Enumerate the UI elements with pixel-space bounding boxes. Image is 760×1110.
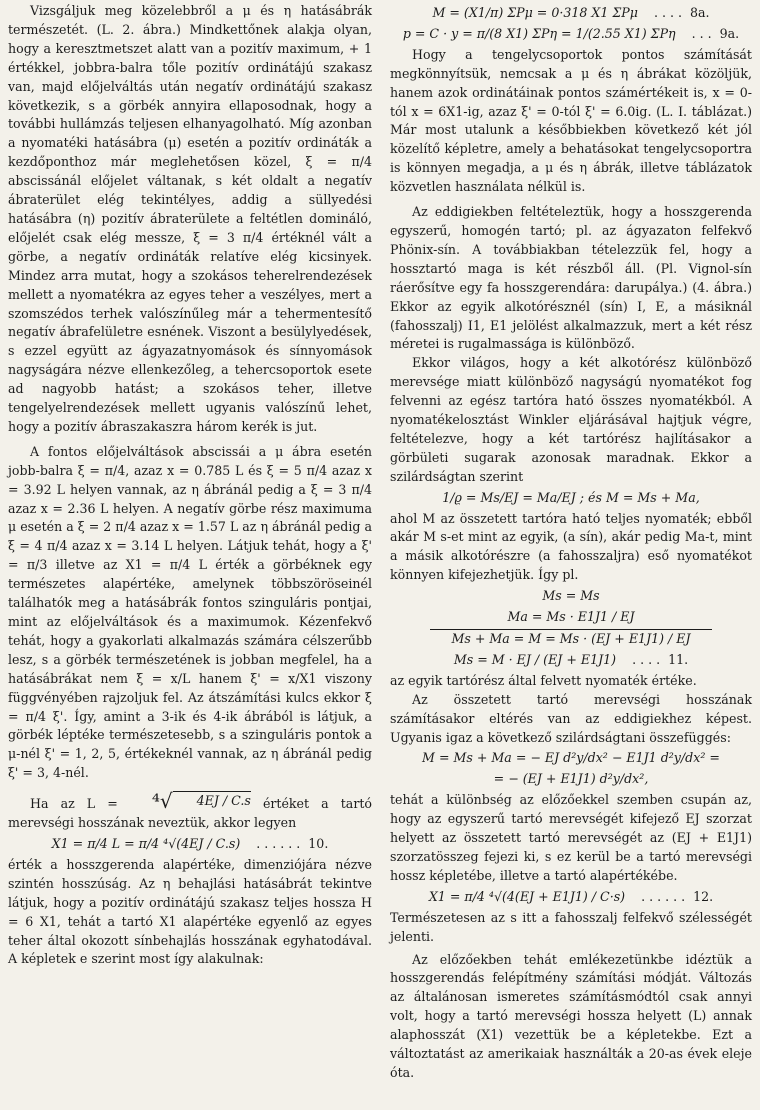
- equation-10: [8, 835, 372, 854]
- equation-8a: [390, 4, 752, 23]
- right-paragraph-6: Az összetett tartó merevségi hosszának számításakor eltérés van az eddigiekhez képest. Ugyanis igaz a következő szilárdságtani összefüggés:: [390, 691, 752, 745]
- equation-9a: [390, 25, 752, 44]
- equation-10-body: X1 = π/4 L = π/4 ⁴√(4EJ / C.s): [51, 835, 241, 851]
- equation-12-body: X1 = π/4 ⁴√(4(EJ + E1J1) / C·s): [428, 888, 626, 904]
- equation-m2-body: = − (EJ + E1J1) d²y/dx²,: [493, 771, 649, 787]
- merevsegi-hossz-rest: értéket a tartó merevségi hosszának neveztük, akkor legyen: [8, 796, 372, 831]
- equation-8a-number: .... 8a.: [653, 5, 710, 20]
- merevsegi-hossz-root: [130, 789, 251, 814]
- right-paragraph-9: Az előzőekben tehát emlékezetünkbe idéztük a hosszgerendás felépítmény számítási módját. Változás az általánosan ismeretes számításmódtól csak annyi volt, hogy a tartó merevségi hossza helyett (L) annak alaphosszát (X1) vezettük be a képletekbe. Ezt a változtatást az amerikaiak használták a 20-as évek eleje óta.: [390, 951, 752, 1080]
- right-paragraph-1: Hogy a tengelycsoportok pontos számítását megkönnyítsük, nemcsak a μ és η ábrákat közöljük, hanem azok ordinátáinak pontos számértékeit is, x = 0-tól x = 6X1-ig, azaz ξ' = 0-tól ξ' = 6.0ig. (L. I. táblázat.) Már most utalunk a későbbiekben következő két jól közelítő képletre, amely a behatásokat tengelycsoportra is könnyen megadja, a μ és η ábrák, illetve táblázatok közvetlen használata nélkül is.: [390, 46, 752, 195]
- equation-m2: [390, 770, 752, 789]
- equation-8a-body: M = (X1/π) ΣPμ = 0·318 X1 ΣPμ: [432, 5, 638, 20]
- equation-m1: [390, 749, 752, 768]
- left-paragraph-2: A fontos előjelváltások abscissái a μ ábra esetén jobb-balra ξ = π/4, azaz x = 0.785 L és ξ = 5 π/4 azaz x = 3.92 L helyen vannak, az η ábránál pedig a ξ = 3 π/4 azaz x = 2.36 L helyen. A negatív görbe rész maximuma μ esetén a ξ = 2 π/4 azaz x = 1.57 L az η ábránál pedig a ξ = 4 π/4 azaz x = 3.14 L helyen. Látjuk tehát, hogy a ξ' = π/3 illetve az X1 = π/4 L érték a görbéknek egy természetes alapértéke, amelynek többszöröseinél találhatók meg a hatásábrák fontos szinguláris pontjai, mint az előjelváltások és a maximumok. Kézenfekvő tehát, hogy a gyakorlati alkalmazás számára célszerűbb lesz, s a görbék természetének is jobban megfelel, ha a hatásábrákat nem ξ = x/L hanem ξ' = x/X1 viszony függvényében rajzoljuk fel. Az átszámítási kulcs ekkor ξ = π/4 ξ'. Így, amint a 3-ik és 4-ik ábrából is látjuk, a görbék léptéke természetesebb, s a szinguláris pontok a μ-nél ξ' = 1, 2, 5, értékeknél vannak, az η ábránál pedig ξ' = 3, 4-nél.: [8, 443, 372, 781]
- left-paragraph-3: [8, 791, 372, 833]
- equation-curvature: [390, 489, 752, 508]
- equation-12: [390, 888, 752, 907]
- right-paragraph-7: tehát a különbség az előzőekkel szemben csupán az, hogy az egyszerű tartó merevségét kifejező EJ szorzat helyett az összetett tartó merevségét az (EJ + E1J1) szorzatösszeg fejezi ki, s ez kerül be a tartó merevségi hossz képletébe, illetve a tartó alapértékébe.: [390, 792, 752, 883]
- merevsegi-hossz-intro: Ha az L =: [30, 796, 118, 812]
- fourth-root-icon: ⁴√: [151, 789, 173, 814]
- right-paragraph-4: ahol M az összetett tartóra ható teljes nyomaték; ebből akár M s-et mint az egyik, (a sín), akár pedig Ma-t, mint a másik alkotórészre (a fahosszaljra) eső nyomatékot könnyen kifejezhetjük. Így pl.: [390, 510, 752, 583]
- equation-10-number: ...... 10.: [256, 835, 329, 851]
- equation-9a-body: p = C · y = π/(8 X1) ΣPη = 1/(2.55 X1) ΣPη: [402, 25, 676, 41]
- equation-ms: [390, 587, 752, 606]
- equation-12-number: ...... 12.: [641, 888, 714, 904]
- equation-sum: [430, 629, 712, 649]
- equation-11-body: Ms = M · EJ / (EJ + E1J1): [453, 651, 617, 667]
- left-paragraph-1: Vizsgáljuk meg közelebbről a μ és η hatásábrák természetét. (L. 2. ábra.) Mindkettőnek alakja olyan, hogy a keresztmetszet alatt van a pozitív maximum, + 1 értékkel, jobbra-balra tőle pozitív ordinátájú szakasz van, majd előjelváltás után negatív ordinátájú szakasz következik, s a görbék annyira ellaposodnak, hogy a további hullámzás teljesen elhanyagolható. Míg azonban a nyomatéki hatásábra (μ) esetén a pozitív ordináták a kezdőponthoz már meglehetősen közel, ξ = π/4 abscissánál előjelet váltanak, s két oldalt a negatív ábraterület elég tekintélyes, addig a süllyedési hatásábra (η) pozitív ábraterülete a feltétlen domináló, előjelét csak elég messze, ξ = 3 π/4 értéknél vált a görbe, a negatív ordináták relatíve elég kicsinyek. Mindez arra mutat, hogy a szokásos teherelrendezések mellett a nyomatékra az egyes teher a veszélyes, mert a szomszédos terhek valószínűleg már a tehermentesítő negatív ábrafelületre esnének. Viszont a besülylyedések, s ezzel együtt az ágyazatnyomások és sínnyomások nagyságára nézve ellenkezőleg, a tehercsoportok esete ad nagyobb hatást; a szokásos teher, illetve tengelyelrendezések mellett ugyanis valószínű lehet, hogy a pozitív ábraszakaszra három kerék is jut.: [8, 3, 372, 434]
- merevsegi-hossz-radicand: 4EJ / C.s: [173, 791, 251, 811]
- equation-m1-body: M = Ms + Ma = − EJ d²y/dx² − E1J1 d²y/dx² =: [422, 750, 720, 766]
- right-paragraph-8: Természetesen az s itt a fahosszalj felfekvő szélességét jelenti.: [390, 909, 752, 944]
- right-paragraph-5: az egyik tartórész által felvett nyomaték értéke.: [390, 672, 697, 688]
- equation-11-number: .... 11.: [632, 651, 689, 667]
- equation-ma: [390, 608, 752, 627]
- equation-sum-body: Ms + Ma = M = Ms · (EJ + E1J1) / EJ: [451, 631, 691, 646]
- right-column: [390, 2, 752, 1083]
- left-paragraph-4: érték a hosszgerenda alapértéke, dimenziójára nézve szintén hosszúság. Az η behajlási hatásábrát tekintve látjuk, hogy a pozitív ordinátájú szakasz teljes hossza H = 6 X1, tehát a tartó X1 alapértéke egyenlő az egyes teher által okozott sínbehajlás hosszának egyhatodával. A képletek e szerint most így alakulnak:: [8, 856, 372, 967]
- left-column: [8, 2, 372, 969]
- equation-ma-body: Ma = Ms · E1J1 / EJ: [507, 609, 635, 625]
- equation-11: [390, 651, 752, 670]
- equation-9a-number: ... 9a.: [691, 25, 740, 41]
- equation-ms-body: Ms = Ms: [542, 588, 600, 604]
- right-paragraph-2: Az eddigiekben feltételeztük, hogy a hosszgerenda egyszerű, homogén tartó; pl. az ágyazaton felfekvő Phönix-sín. A továbbiakban tételezzük fel, hogy a hossztartó maga is két részből áll. (Pl. Vignol-sín ráerősítve egy fa hosszgerendára: darupálya.) (4. ábra.) Ekkor az egyik alkotórésznél (sín) I, E, a másiknál (fahosszalj) I1, E1 jelölést alkalmazzuk, mert a két rész méretei is rugalmassága is különböző.: [390, 204, 752, 352]
- right-paragraph-3: Ekkor világos, hogy a két alkotórész különböző merevsége miatt különböző nagyságú nyomatékot fog felvenni az egész tartóra ható összes nyomatékból. A nyomatékelosztást Winkler eljárásával hajtjuk végre, feltételezve, hogy a két tartórész hajlításakor a görbületi sugarak azonosak maradnak. Ekkor a szilárdságtan szerint: [390, 355, 752, 484]
- equation-curvature-body: 1/ϱ = Ms/EJ = Ma/EJ ; és M = Ms + Ma,: [442, 489, 700, 505]
